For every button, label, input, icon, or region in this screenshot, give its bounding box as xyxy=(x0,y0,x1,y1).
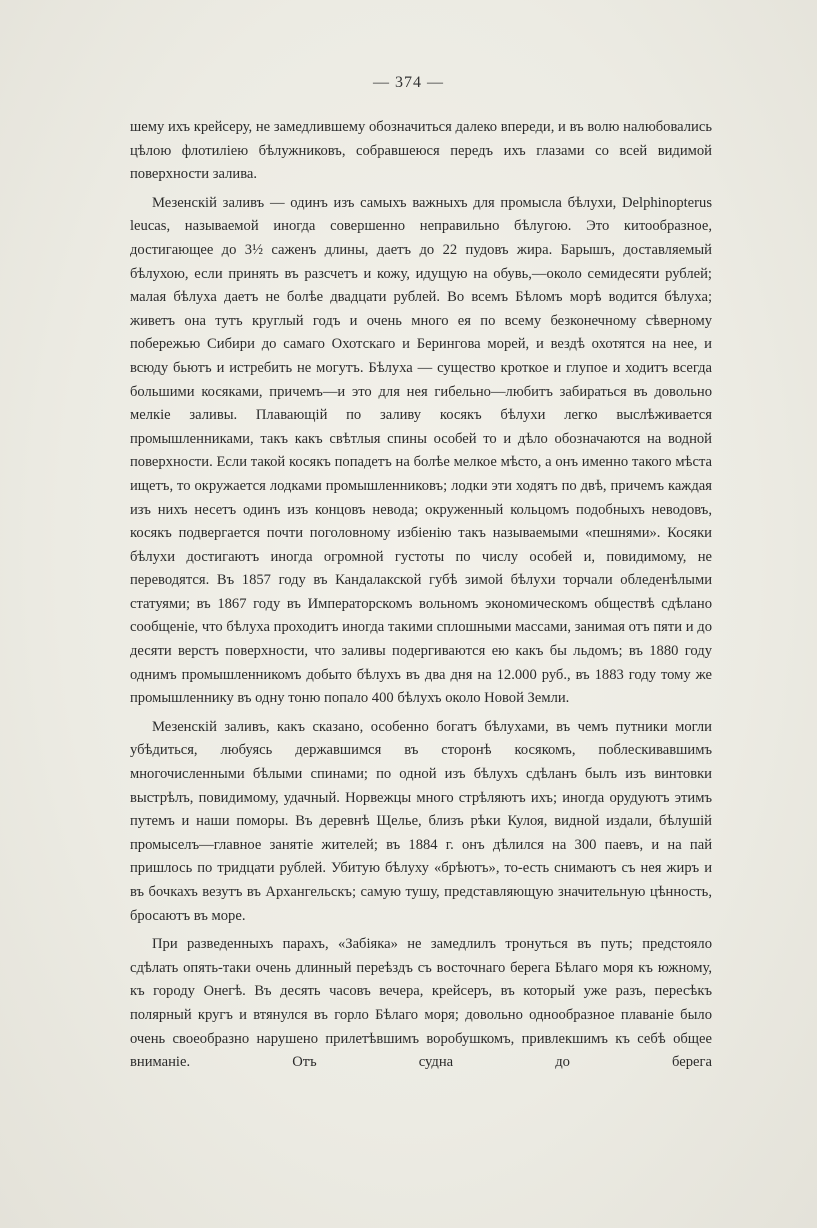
body-text xyxy=(130,116,712,1075)
paragraph-4: При разведенныхъ парахъ, «Забіяка» не замедлилъ тронуться въ путь; предстояло сдѣлать опять-таки очень длинный переѣздъ съ восточнаго берега Бѣлаго моря къ южному, къ городу Онегѣ. Въ десять часовъ вечера, крейсеръ, въ который уже разъ, пересѣкъ полярный кругъ и втянулся въ горло Бѣлаго моря; довольно однообразное плаваніе было очень своеобразно нарушено прилетѣвшимъ воробушкомъ, привлекшимъ къ себѣ общее вниманіе. Отъ судна до берега xyxy=(130,936,712,1071)
paragraph-3: Мезенскій заливъ, какъ сказано, особенно богатъ бѣлухами, въ чемъ путники могли убѣдиться, любуясь державшимся въ сторонѣ косякомъ, поблескивавшимъ многочисленными бѣлыми спинами; по одной изъ бѣлухъ сдѣланъ былъ изъ винтовки выстрѣлъ, повидимому, удачный. Норвежцы много стрѣляютъ ихъ; иногда орудуютъ этимъ путемъ и наши поморы. Въ деревнѣ Щелье, близъ рѣки Кулоя, видной издали, бѣлушій промыселъ—главное занятіе жителей; въ 1884 г. онъ дѣлился на 300 паевъ, и на пай пришлось по тридцати рублей. Убитую бѣлуху «брѣютъ», то-есть снимаютъ съ нея жиръ и въ бочкахъ везутъ въ Архангельскъ; самую тушу, представляющую значительную цѣнность, бросаютъ въ море. xyxy=(130,718,712,924)
page-number: — 374 — xyxy=(373,74,444,91)
paragraph-2: Мезенскій заливъ — одинъ изъ самыхъ важныхъ для промысла бѣлухи, Delphinopterus leucas, называемой иногда совершенно неправильно бѣлугою. Это китообразное, достигающее до 3½ саженъ длины, даетъ до 22 пудовъ жира. Барышъ, доставляемый бѣлухою, если принять въ разсчетъ и кожу, идущую на обувь,—около семидесяти рублей; малая бѣлуха даетъ не болѣе двадцати рублей. Во всемъ Бѣломъ морѣ водится бѣлуха; живетъ она тутъ круглый годъ и очень много ея по всему безконечному сѣверному побережью Сибири до самаго Охотскаго и Берингова морей, и вездѣ охотятся на нее, и всюду бьютъ и истребить не могутъ. Бѣлуха — существо кроткое и глупое и ходитъ всегда большими косяками, причемъ—и это для нея гибельно—любитъ забираться въ довольно мелкіе заливы. Плавающій по заливу косякъ бѣлухи легко выслѣживается промышленниками, такъ какъ свѣтлыя спины особей то и дѣло обозначаются на водной поверхности. Если такой косякъ попадетъ на болѣе мелкое мѣсто, а онъ именно такого мѣста ищетъ, то окружается лодками промышленниковъ; лодки эти ходятъ по двѣ, причемъ каждая изъ нихъ несетъ одинъ изъ концовъ невода; окруженный кольцомъ подобныхъ неводовъ, косякъ подвергается почти поголовному избіенію такъ называемыми «пешнями». Косяки бѣлухи достигаютъ иногда огромной густоты по числу особей и, повидимому, не переводятся. Въ 1857 году въ Кандалакской губѣ зимой бѣлухи торчали обледенѣлыми статуями; въ 1867 году въ Императорскомъ вольномъ экономическомъ обществѣ сдѣлано сообщеніе, что бѣлуха проходитъ иногда такими сплошными массами, занимая отъ пяти и до десяти верстъ поверхности, что заливы подергиваются ею какъ бы льдомъ; въ 1880 году однимъ промышленникомъ добыто бѣлухъ въ два дня на 12.000 руб., въ 1883 году тому же промышленнику въ одну тоню попало 400 бѣлухъ около Новой Земли. xyxy=(130,194,712,707)
paragraph-1: шему ихъ крейсеру, не замедлившему обозначиться далеко впереди, и въ волю налюбовались цѣлою флотиліею бѣлужниковъ, собравшеюся передъ ихъ глазами со всей видимой поверхности залива. xyxy=(130,119,712,183)
